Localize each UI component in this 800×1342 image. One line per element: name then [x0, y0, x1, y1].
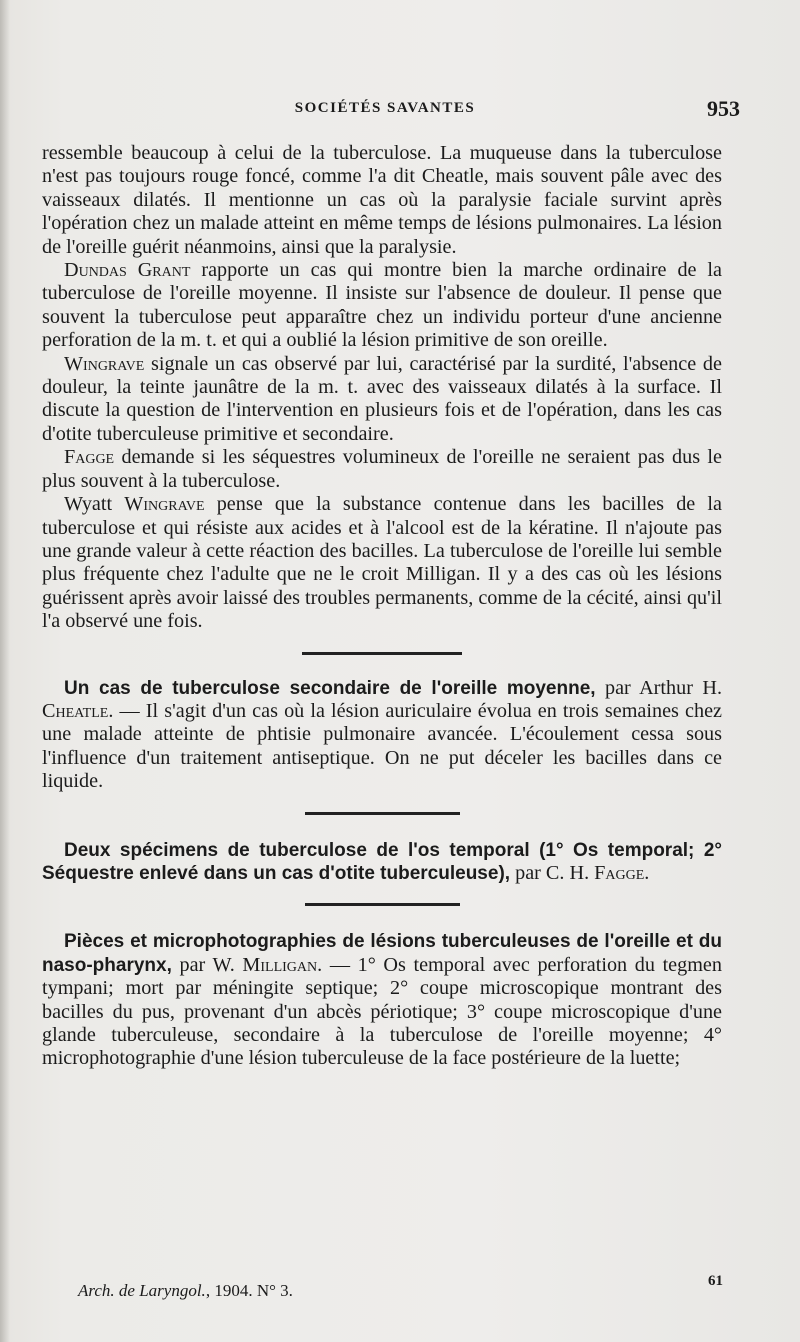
speaker-prefix: Wyatt	[64, 493, 125, 516]
article-author-prefix: par W.	[171, 953, 243, 976]
section-separator	[305, 903, 460, 906]
speaker-name: Dundas Grant	[64, 259, 191, 282]
page-number: 953	[707, 96, 740, 121]
article-author: Fagge	[594, 861, 645, 884]
speaker-name: Wingrave	[124, 493, 205, 516]
discussion-text: rapporte un cas qui montre bien la marche ordinaire de la tuberculose de l'oreille moyenne. Il insiste sur l'absence de douleur. Il pense que souvent la tuberculose peut apparaître chez un individu porteur d'une ancienne perforation de la m. t. et qui a oublié la lésion primitive de son oreille.	[42, 259, 722, 352]
discussion-paragraph	[42, 446, 722, 493]
speaker-name: Fagge	[64, 446, 115, 469]
speaker-name: Wingrave	[64, 352, 145, 375]
article-entry	[42, 930, 722, 1070]
page-header	[40, 96, 740, 130]
page-edge-shadow	[0, 0, 10, 1342]
article-entry	[42, 839, 722, 886]
discussion-paragraph	[42, 493, 722, 633]
running-head: SOCIÉTÉS SAVANTES	[294, 100, 476, 116]
discussion-text: signale un cas observé par lui, caractérisé par la surdité, l'absence de douleur, la teinte jaunâtre de la m. t. avec des vaisseaux dilatés à la surface. Il discute la question de l'intervention en plusieurs fois et de l'opération, dans les cas d'otite tuberculeuse primitive et secondaire.	[42, 352, 722, 445]
article-title: Deux spécimens de tuberculose de l'os temporal (1° Os temporal; 2° Séquestre enlevé dans un cas d'otite tuberculeuse),	[42, 839, 722, 884]
article-body: .	[644, 861, 650, 884]
journal-issue: , 1904. N° 3.	[205, 1281, 293, 1300]
journal-name: Arch. de Laryngol.	[78, 1281, 206, 1300]
article-author: Milligan	[242, 953, 318, 976]
discussion-paragraph	[42, 259, 722, 353]
article-author-prefix: par C. H.	[510, 861, 595, 884]
article-author-prefix: par Arthur H.	[595, 676, 722, 699]
article-author: Cheatle	[42, 699, 109, 722]
signature-mark: 61	[708, 1273, 723, 1289]
discussion-text: pense que la substance contenue dans les bacilles de la tuberculose et qui résiste aux acides et à l'alcool est de la kératine. Il n'ajoute pas une grande valeur à cette réaction des bacilles. La tuberculose de l'oreille lui semble plus fréquente chez l'adulte que ne le croit Milligan. Il y a des cas où les lésions guérissent après avoir laissé des troubles permanents, comme de la cécité, ainsi qu'il l'a observé une fois.	[42, 493, 722, 633]
article-body: . — 1° Os temporal avec perforation du tegmen tympani; mort par méningite septique; 2° coupe microscopique montrant des bacilles du pus, provenant d'un abcès périotique; 3° coupe microscopique d'une glande tuberculeuse, secondaire à la tuberculose de l'oreille moyenne; 4° microphotographie d'une lésion tuberculeuse de la face postérieure de la luette;	[42, 953, 722, 1070]
article-entry	[42, 677, 722, 794]
discussion-paragraph	[42, 353, 722, 447]
article-body: . — Il s'agit d'un cas où la lésion auriculaire évolua en trois semaines chez une malade atteinte de phtisie pulmonaire avancée. L'écoulement cessa sous l'influence d'un traitement antiseptique. On ne put déceler les bacilles dans ce liquide.	[42, 699, 722, 793]
article-title: Pièces et microphotographies de lésions tuberculeuses de l'oreille et du naso-pharynx,	[42, 931, 722, 976]
section-separator	[302, 652, 462, 655]
discussion-text: demande si les séquestres volumineux de l'oreille ne seraient pas dus le plus souvent à la tuberculose.	[42, 446, 722, 492]
intro-paragraph: ressemble beaucoup à celui de la tuberculose. La muqueuse dans la tuberculose n'est pas toujours rouge foncé, comme l'a dit Cheatle, mais souvent pâle avec des vaisseaux dilatés. Il mentionne un cas où la paralysie faciale survint après l'opération chez un malade atteint en même temps de lésions pulmonaires. La lésion de l'oreille guérit néanmoins, ainsi que la paralysie.	[42, 142, 722, 258]
section-separator	[305, 812, 460, 815]
article-title: Un cas de tuberculose secondaire de l'oreille moyenne,	[64, 677, 596, 699]
page-footer	[78, 1273, 723, 1307]
journal-reference	[78, 1281, 293, 1301]
main-text	[42, 142, 722, 1071]
